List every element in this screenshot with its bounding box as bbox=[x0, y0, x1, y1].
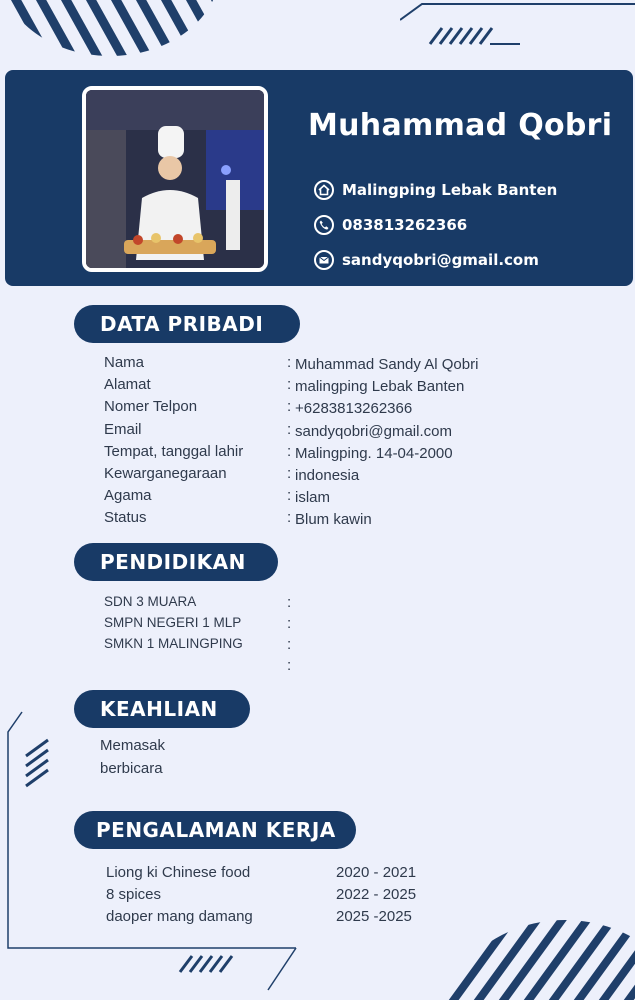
contact-phone bbox=[314, 213, 467, 237]
section-pengalaman-kerja: PENGALAMAN KERJA bbox=[74, 811, 356, 849]
label-email: Email bbox=[104, 421, 142, 438]
label-nama: Nama bbox=[104, 354, 145, 371]
school-1: SDN 3 MUARA bbox=[104, 594, 197, 609]
job-1-place: Liong ki Chinese food bbox=[106, 864, 251, 881]
label-status: Status bbox=[104, 509, 147, 526]
section-pendidikan: PENDIDIKAN bbox=[74, 543, 278, 581]
section-data-pribadi: DATA PRIBADI bbox=[74, 305, 300, 343]
value-alamat: malingping Lebak Banten bbox=[295, 378, 465, 395]
home-icon bbox=[314, 180, 334, 200]
school-2: SMPN NEGERI 1 MLP bbox=[104, 615, 242, 630]
full-name: Muhammad Qobri bbox=[308, 108, 613, 143]
skill-2: berbicara bbox=[100, 760, 163, 777]
job-2-place: 8 spices bbox=[106, 886, 162, 903]
value-email: sandyqobri@gmail.com bbox=[295, 423, 452, 440]
label-ttl: Tempat, tanggal lahir bbox=[104, 443, 244, 460]
job-3-place: daoper mang damang bbox=[106, 908, 253, 925]
frame-decoration-left bbox=[0, 710, 300, 1000]
label-agama: Agama bbox=[104, 487, 152, 504]
school-3: SMKN 1 MALINGPING bbox=[104, 636, 243, 651]
job-2-years: 2022 - 2025 bbox=[336, 886, 417, 903]
profile-photo bbox=[82, 86, 268, 272]
section-keahlian: KEAHLIAN bbox=[74, 690, 250, 728]
label-kewarganegaraan: Kewarganegaraan bbox=[104, 465, 227, 482]
contact-address bbox=[314, 178, 557, 202]
value-telpon: +6283813262366 bbox=[295, 400, 413, 417]
job-3-years: 2025 -2025 bbox=[336, 908, 412, 925]
label-telpon: Nomer Telpon bbox=[104, 398, 198, 415]
contact-email bbox=[314, 248, 539, 272]
mail-icon bbox=[314, 250, 334, 270]
skill-1: Memasak bbox=[100, 737, 166, 754]
address-text: Malingping Lebak Banten bbox=[342, 181, 558, 199]
value-status: Blum kawin bbox=[295, 511, 372, 528]
stripe-decoration-bottom-right bbox=[435, 912, 635, 1000]
job-1-years: 2020 - 2021 bbox=[336, 864, 417, 881]
phone-text: 083813262366 bbox=[342, 216, 468, 234]
stripe-decoration-top-left bbox=[0, 0, 230, 60]
label-alamat: Alamat bbox=[104, 376, 151, 393]
value-nama: Muhammad Sandy Al Qobri bbox=[295, 356, 479, 373]
value-ttl: Malingping. 14-04-2000 bbox=[295, 445, 453, 462]
hatch-decoration-top-right bbox=[400, 0, 635, 50]
email-text: sandyqobri@gmail.com bbox=[342, 251, 539, 269]
value-kewarganegaraan: indonesia bbox=[295, 467, 360, 484]
value-agama: islam bbox=[295, 489, 331, 506]
phone-icon bbox=[314, 215, 334, 235]
